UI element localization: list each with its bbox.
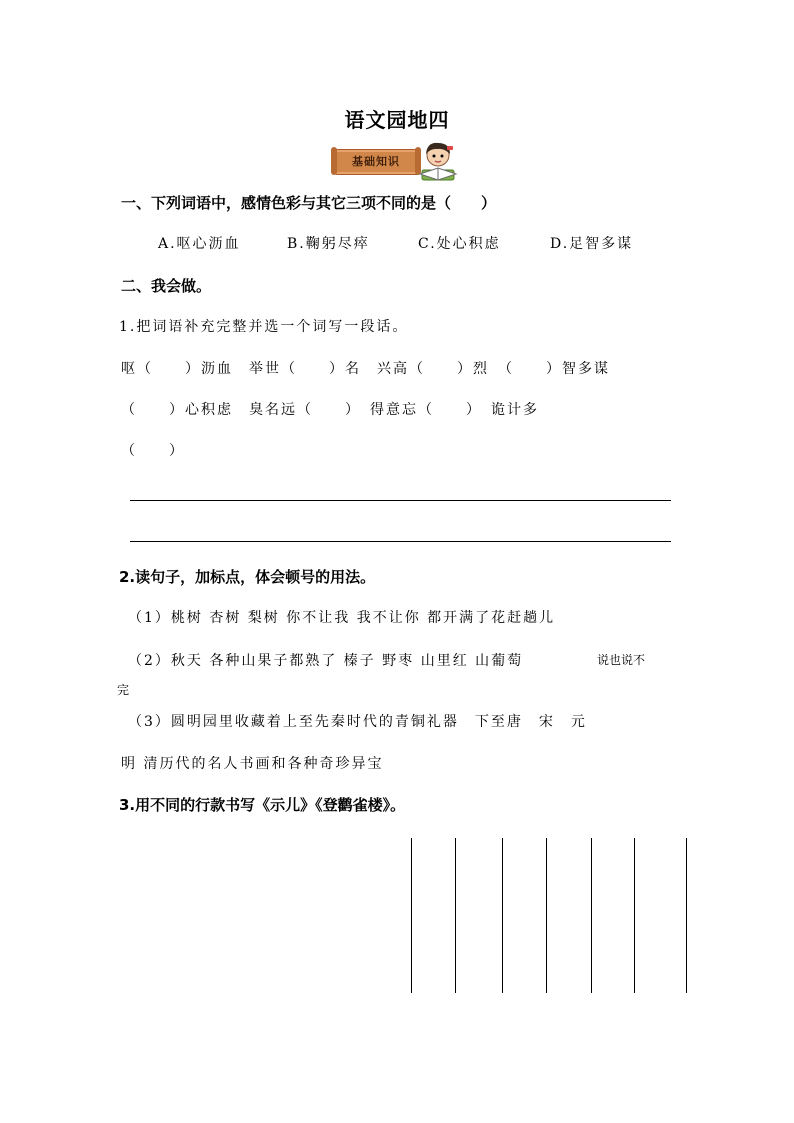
q2-2-item-3: （3）圆明园里收藏着上至先秦时代的青铜礼器 下至唐 宋 元 — [128, 714, 587, 730]
writing-column-line — [411, 838, 412, 993]
q2-heading: 二、我会做。 — [121, 277, 212, 295]
q1-option-c: C.处心积虑 — [418, 236, 501, 252]
q1-option-b: B.鞠躬尽瘁 — [287, 236, 370, 252]
writing-column-line — [546, 838, 547, 993]
badge-label: 基础知识 — [352, 155, 400, 168]
writing-column-line — [591, 838, 592, 993]
q2-1-line-3: （ ） — [121, 443, 185, 459]
q1-option-d: D.足智多谋 — [550, 236, 634, 252]
q2-1-prompt: 1.把词语补充完整并选一个词写一段话。 — [119, 319, 409, 335]
q2-2-item-2: （2）秋天 各种山果子都熟了 榛子 野枣 山里红 山葡萄 — [128, 653, 524, 669]
writing-column-line — [686, 838, 687, 993]
q2-2-item-1: （1）桃树 杏树 梨树 你不让我 我不让你 都开满了花赶趟儿 — [128, 610, 556, 626]
writing-line-2[interactable] — [130, 541, 671, 542]
student-reading-icon — [414, 140, 458, 182]
section-badge — [334, 140, 458, 182]
page-title: 语文园地四 — [344, 108, 450, 132]
q2-2-item-3-cont: 明 清历代的名人书画和各种奇珍异宝 — [121, 756, 384, 772]
q1-option-a: A.呕心沥血 — [158, 236, 241, 252]
q1-question: 一、下列词语中，感情色彩与其它三项不同的是（ ） — [121, 194, 497, 212]
q2-2-item-2-wrap: 完 — [117, 683, 130, 697]
writing-column-line — [455, 838, 456, 993]
q2-1-line-2: （ ）心积虑 臭名远（ ） 得意忘（ ） 诡计多 — [121, 402, 539, 418]
q2-1-line-1: 呕（ ）沥血 举世（ ）名 兴高（ ）烈 （ ）智多谋 — [121, 361, 610, 377]
q2-2-heading: 2.读句子，加标点，体会顿号的用法。 — [119, 568, 376, 586]
q2-3-heading: 3.用不同的行款书写《示儿》《登鹳雀楼》。 — [119, 796, 406, 814]
writing-column-line — [634, 838, 635, 993]
writing-column-line — [502, 838, 503, 993]
q2-2-item-2-tail: 说也说不 — [597, 653, 646, 667]
writing-line-1[interactable] — [130, 500, 671, 501]
